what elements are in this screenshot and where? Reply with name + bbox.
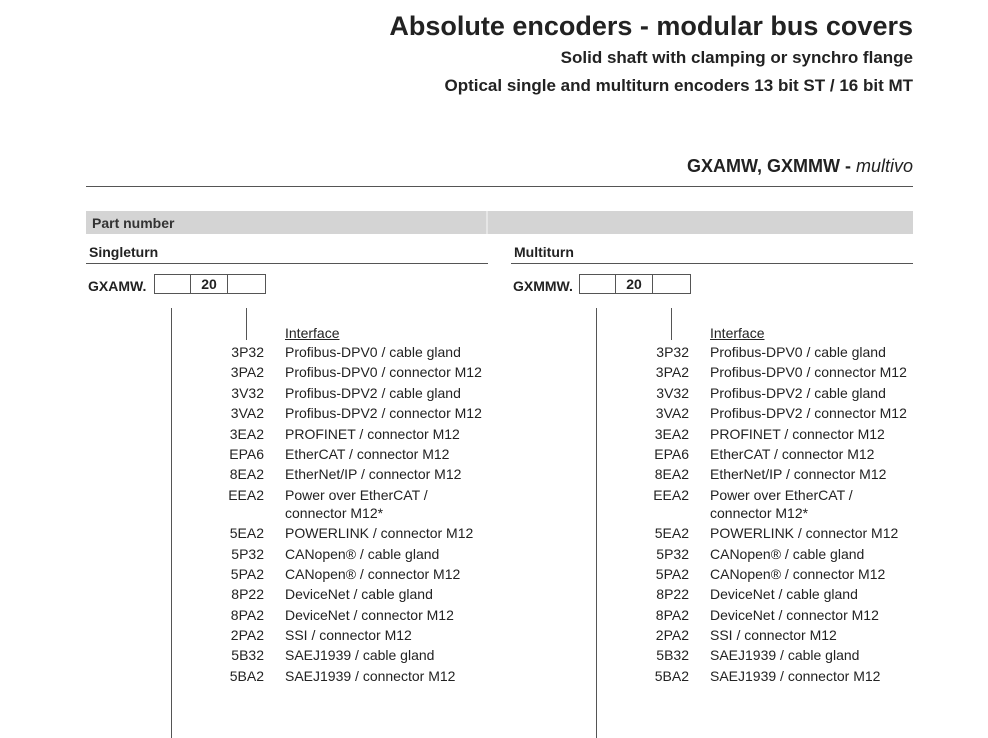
interface-list <box>511 323 913 687</box>
interface-code: 5P32 <box>231 545 264 562</box>
section-rule <box>86 263 488 264</box>
interface-row <box>511 486 913 522</box>
interface-row <box>86 667 488 685</box>
interface-row <box>86 343 488 361</box>
model-series: multivo <box>855 156 913 176</box>
interface-code: 5BA2 <box>654 667 689 684</box>
interface-code: 3P32 <box>231 344 264 360</box>
header-rule <box>86 186 913 187</box>
interface-row <box>86 565 488 583</box>
interface-code: 5BA2 <box>229 667 264 684</box>
interface-row <box>86 486 488 522</box>
part-number-prefix: GXAMW. <box>88 278 147 294</box>
interface-code: 8PA2 <box>230 606 264 623</box>
interface-row <box>86 384 488 402</box>
interface-code: EEA2 <box>653 486 689 503</box>
page-title: Absolute encoders - modular bus covers <box>389 11 913 41</box>
part-number-box-3 <box>227 274 266 294</box>
part-number-box-2: 20 <box>615 274 653 294</box>
section-rule <box>511 263 913 264</box>
interface-row <box>511 425 913 443</box>
interface-row <box>511 667 913 685</box>
interface-row <box>86 363 488 381</box>
interface-description: PROFINET / connector M12 <box>710 425 885 442</box>
interface-description: Profibus-DPV2 / connector M12 <box>710 405 907 422</box>
interface-description: EtherNet/IP / connector M12 <box>710 466 887 483</box>
interface-code: 3PA2 <box>655 364 689 381</box>
interface-code: 5PA2 <box>230 565 264 582</box>
interface-description: POWERLINK / connector M12 <box>710 525 899 542</box>
interface-row <box>511 445 913 463</box>
interface-code: 3EA2 <box>229 425 264 442</box>
interface-code: 8PA2 <box>655 606 689 623</box>
singleturn-section <box>86 236 488 738</box>
interface-row <box>86 524 488 542</box>
interface-description: DeviceNet / cable gland <box>285 586 433 603</box>
singleturn-title: Singleturn <box>89 244 159 260</box>
multiturn-title: Multiturn <box>514 244 574 260</box>
part-number-box-1 <box>579 274 616 294</box>
interface-description: DeviceNet / cable gland <box>710 586 858 603</box>
interface-code: 3EA2 <box>654 425 689 442</box>
interface-list <box>86 323 488 687</box>
interface-code: 2PA2 <box>230 627 264 644</box>
interface-row <box>86 404 488 422</box>
interface-description: Profibus-DPV2 / cable gland <box>285 384 461 401</box>
interface-code: 5EA2 <box>654 525 689 542</box>
part-number-box-3 <box>652 274 691 294</box>
interface-code: 8P22 <box>231 586 264 603</box>
interface-code: 5EA2 <box>229 525 264 542</box>
interface-description: EtherNet/IP / connector M12 <box>285 466 462 483</box>
interface-row <box>511 404 913 422</box>
interface-row <box>86 545 488 563</box>
interface-code: 5B32 <box>231 647 264 664</box>
interface-row <box>511 646 913 664</box>
interface-description: Profibus-DPV2 / cable gland <box>710 384 886 401</box>
interface-code: 3P32 <box>656 344 689 360</box>
interface-row <box>86 465 488 483</box>
interface-code: 3V32 <box>656 384 689 401</box>
interface-description: DeviceNet / connector M12 <box>285 606 454 623</box>
interface-row <box>511 465 913 483</box>
interface-row <box>511 606 913 624</box>
interface-row <box>511 545 913 563</box>
interface-heading: Interface <box>285 325 340 341</box>
interface-description: Profibus-DPV2 / connector M12 <box>285 405 482 422</box>
interface-description: DeviceNet / connector M12 <box>710 606 879 623</box>
interface-code: 8EA2 <box>654 466 689 483</box>
interface-description: Power over EtherCAT / connector M12* <box>710 486 853 521</box>
interface-row <box>511 384 913 402</box>
interface-description: CANopen® / cable gland <box>285 545 440 562</box>
page-subtitle-2: Optical single and multiturn encoders 13 bit ST / 16 bit MT <box>444 76 913 95</box>
interface-row <box>511 585 913 603</box>
interface-row <box>86 646 488 664</box>
page-subtitle-1: Solid shaft with clamping or synchro flange <box>560 48 913 67</box>
part-number-box-1 <box>154 274 191 294</box>
interface-code: 3PA2 <box>230 364 264 381</box>
interface-description: SAEJ1939 / connector M12 <box>710 667 881 684</box>
model-heading <box>687 156 913 177</box>
interface-code: 3VA2 <box>230 405 264 422</box>
interface-code: EPA6 <box>654 445 689 462</box>
interface-description: SSI / connector M12 <box>710 627 837 644</box>
interface-code: 5B32 <box>656 647 689 664</box>
interface-description: SSI / connector M12 <box>285 627 412 644</box>
interface-code: 5PA2 <box>655 565 689 582</box>
interface-description: CANopen® / connector M12 <box>285 565 461 582</box>
interface-description: SAEJ1939 / cable gland <box>285 647 435 664</box>
model-names: GXAMW, GXMMW - <box>687 156 856 176</box>
part-number-label: Part number <box>92 215 175 231</box>
interface-description: Power over EtherCAT / connector M12* <box>285 486 428 521</box>
interface-row <box>86 425 488 443</box>
part-number-box-2: 20 <box>190 274 228 294</box>
interface-code: 5P32 <box>656 545 689 562</box>
interface-description: EtherCAT / connector M12 <box>710 445 875 462</box>
interface-description: SAEJ1939 / connector M12 <box>285 667 456 684</box>
interface-description: CANopen® / cable gland <box>710 545 865 562</box>
interface-code: 3V32 <box>231 384 264 401</box>
interface-code: EEA2 <box>228 486 264 503</box>
interface-row <box>511 626 913 644</box>
interface-description: POWERLINK / connector M12 <box>285 525 474 542</box>
interface-row <box>511 565 913 583</box>
interface-code: 8P22 <box>656 586 689 603</box>
interface-code: 8EA2 <box>229 466 264 483</box>
multiturn-section <box>511 236 913 738</box>
interface-description: Profibus-DPV0 / cable gland <box>710 344 886 360</box>
interface-heading: Interface <box>710 325 765 341</box>
part-number-prefix: GXMMW. <box>513 278 573 294</box>
interface-row <box>511 343 913 361</box>
interface-description: PROFINET / connector M12 <box>285 425 460 442</box>
interface-row <box>86 606 488 624</box>
interface-row <box>86 445 488 463</box>
interface-row <box>511 363 913 381</box>
interface-description: Profibus-DPV0 / connector M12 <box>285 364 482 381</box>
interface-description: Profibus-DPV0 / cable gland <box>285 344 461 360</box>
interface-code: EPA6 <box>229 445 264 462</box>
interface-row <box>511 524 913 542</box>
interface-description: SAEJ1939 / cable gland <box>710 647 860 664</box>
interface-row <box>86 585 488 603</box>
interface-description: CANopen® / connector M12 <box>710 565 886 582</box>
interface-description: Profibus-DPV0 / connector M12 <box>710 364 907 381</box>
interface-row <box>86 626 488 644</box>
interface-code: 3VA2 <box>655 405 689 422</box>
interface-code: 2PA2 <box>655 627 689 644</box>
part-number-bar <box>86 211 913 234</box>
interface-description: EtherCAT / connector M12 <box>285 445 450 462</box>
